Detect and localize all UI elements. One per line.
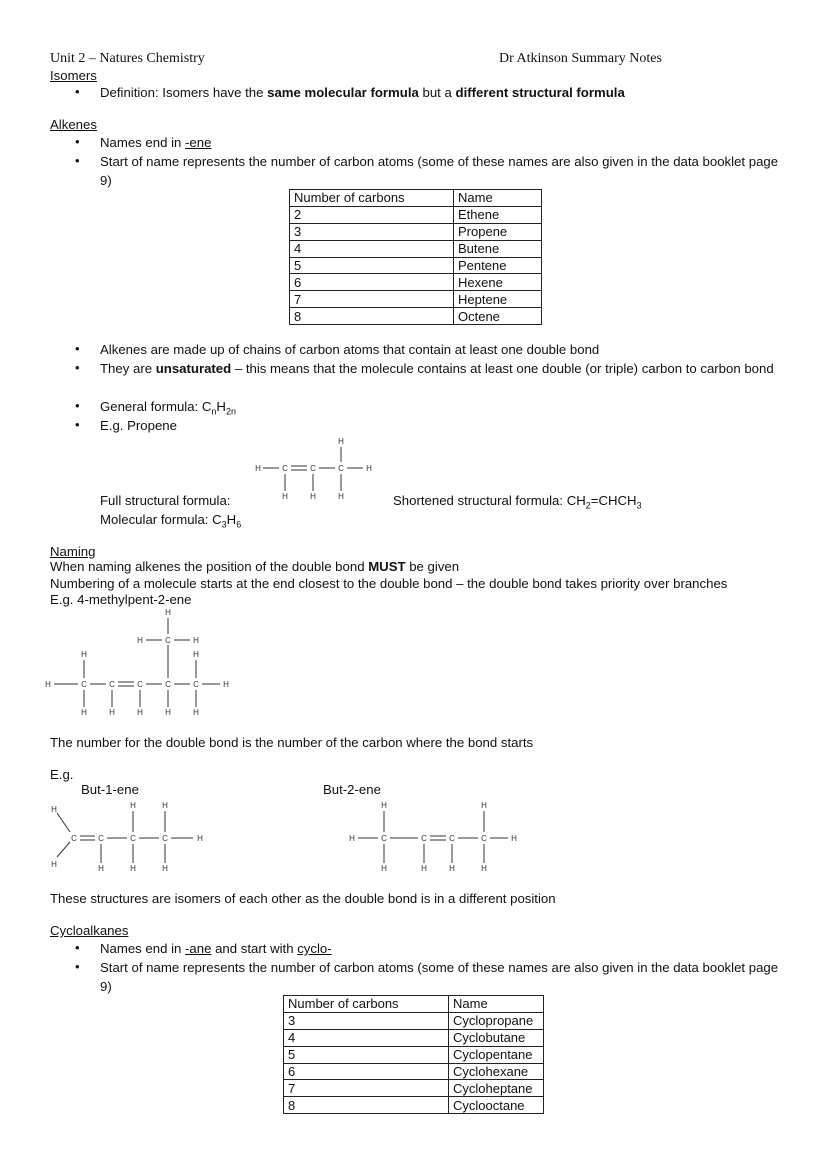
isomers-note: These structures are isomers of each other as the double bond is in a different position [50,891,556,906]
table-cell: Cyclobutane [449,1029,544,1046]
atom-label: H [255,464,261,473]
bullet: • [75,153,80,168]
atom-label: H [193,636,199,645]
subscript: 2 [585,500,591,511]
bullet: • [75,84,80,99]
underlined-suffix: -ane [185,941,212,956]
naming-line-3: E.g. 4-methylpent-2-ene [50,592,192,607]
bullet: • [75,341,80,356]
table-header-row [290,190,542,207]
atom-label: C [193,680,199,689]
cycloalkanes-heading: Cycloalkanes [50,923,129,938]
subscript: 3 [221,519,227,530]
atom-label: H [310,492,316,501]
table-header: Number of carbons [290,190,454,207]
atom-label: H [137,708,143,717]
atom-label: H [511,834,517,843]
table-cell: 3 [290,223,454,240]
atom-label: H [162,801,168,810]
bold-term: MUST [368,559,406,574]
table-header: Name [449,996,544,1013]
table-cell: Cyclohexane [449,1063,544,1080]
atom-label: C [282,464,288,473]
underlined-suffix: -ene [185,135,212,150]
table-row [284,1029,544,1046]
atom-label: H [193,708,199,717]
table-cell: Ethene [454,206,542,223]
table-cell: 6 [290,274,454,291]
atom-label: H [51,805,57,814]
table-cell: Pentene [454,257,542,274]
atom-label: C [130,834,136,843]
def-bold-1: same molecular formula [267,85,419,100]
table-row [284,1046,544,1063]
text: H [226,512,237,527]
table-row [290,223,542,240]
alkenes-bullet-2: Start of name represents the number of carbon atoms (some of these names are also given in the data booklet page 9) [100,154,779,188]
atom-label: C [109,680,115,689]
atom-label: H [381,864,387,873]
table-cell: 5 [284,1046,449,1063]
eg-label: E.g. [50,767,74,782]
subscript: 6 [236,519,242,530]
text: Molecular formula: C [100,512,222,527]
text: Names end in [100,941,186,956]
atom-label: H [137,636,143,645]
alkenes-bullet-3: Alkenes are made up of chains of carbon atoms that contain at least one double bond [100,342,600,357]
isomers-heading: Isomers [50,68,97,83]
molecular-formula [100,511,241,534]
naming-line-1 [50,558,459,575]
double-bond-rule: The number for the double bond is the number of the carbon where the bond starts [50,735,534,750]
atom-label: H [162,864,168,873]
atom-label: H [223,680,229,689]
table-cell: 2 [290,206,454,223]
atom-label: C [165,680,171,689]
atom-label: H [338,492,344,501]
atom-label: H [421,864,427,873]
atom-label: C [81,680,87,689]
table-cell: 5 [290,257,454,274]
but-1-ene-label: But-1-ene [81,782,139,797]
bullet: • [75,959,80,974]
table-row [284,1012,544,1029]
table-cell: 8 [290,308,454,325]
shortened-formula [393,492,642,515]
atom-label: C [310,464,316,473]
atom-label: C [137,680,143,689]
bullet: • [75,134,80,149]
atom-label: H [481,864,487,873]
cycloalkanes-bullet-1 [100,939,332,958]
table-cell: 4 [290,240,454,257]
table-row [290,240,542,257]
subscript: 3 [636,500,642,511]
table-row [290,206,542,223]
table-cell: Butene [454,240,542,257]
bullet: • [75,398,80,413]
but-2-ene-label: But-2-ene [323,782,381,797]
table-row [290,274,542,291]
cycloalkanes-table [283,995,544,1114]
text: They are [100,361,156,376]
table-row [284,1097,544,1114]
atom-label: C [98,834,104,843]
def-text: Definition: Isomers have the [100,85,268,100]
def-text: but a [418,85,456,100]
bullet: • [75,940,80,955]
table-cell: Hexene [454,274,542,291]
table-row [284,1063,544,1080]
atom-label: H [98,864,104,873]
text: be given [405,559,460,574]
atom-label: H [51,860,57,869]
table-cell: Cyclopropane [449,1012,544,1029]
atom-label: H [481,801,487,810]
subscript: n [211,406,217,417]
atom-label: H [165,708,171,717]
text: and start with [211,941,298,956]
atom-label: H [197,834,203,843]
text: Names end in [100,135,186,150]
table-cell: 6 [284,1063,449,1080]
table-cell: Cyclopentane [449,1046,544,1063]
alkenes-bullet-4 [100,359,790,378]
table-cell: 3 [284,1012,449,1029]
table-row [290,291,542,308]
text: General formula: C [100,399,212,414]
naming-heading: Naming [50,544,96,559]
table-cell: Cyclooctane [449,1097,544,1114]
table-cell: 7 [284,1080,449,1097]
text: – this means that the molecule contains at least one double (or triple) carbon to carbon bond [231,361,774,376]
table-cell: 4 [284,1029,449,1046]
atom-label: H [349,834,355,843]
but-2-ene-structure-diagram [340,797,530,875]
isomers-definition [100,83,625,102]
atom-label: C [165,636,171,645]
atom-label: H [366,464,372,473]
underlined-prefix: cyclo- [297,941,332,956]
atom-label: H [81,708,87,717]
table-header: Name [454,190,542,207]
table-row [290,308,542,325]
alkenes-heading: Alkenes [50,117,97,132]
atom-label: H [81,650,87,659]
atom-label: H [165,608,171,617]
table-row [284,1080,544,1097]
methylpentene-structure-diagram [40,607,240,719]
atom-label: C [481,834,487,843]
bullet: • [75,360,80,375]
header-left: Unit 2 – Natures Chemistry [50,51,205,66]
atom-label: C [381,834,387,843]
propene-example: E.g. Propene [100,418,177,433]
table-cell: Octene [454,308,542,325]
table-row [290,257,542,274]
table-header: Number of carbons [284,996,449,1013]
atom-label: H [130,864,136,873]
atom-label: C [162,834,168,843]
atom-label: C [71,834,77,843]
but-1-ene-structure-diagram [45,797,215,875]
atom-label: H [45,680,51,689]
table-cell: Cycloheptane [449,1080,544,1097]
bold-term: unsaturated [155,361,232,376]
atom-label: H [282,492,288,501]
atom-label: H [381,801,387,810]
table-cell: 7 [290,291,454,308]
atom-label: C [449,834,455,843]
atom-label: H [193,650,199,659]
cycloalkanes-bullet-2: Start of name represents the number of carbon atoms (some of these names are also given in the data booklet page 9) [100,960,779,994]
atom-label: H [130,801,136,810]
table-cell: 8 [284,1097,449,1114]
def-bold-2: different structural formula [455,85,625,100]
subscript: 2n [225,406,236,417]
atom-label: C [421,834,427,843]
alkenes-table [289,189,542,325]
text: =CHCH [590,493,637,508]
full-structural-label: Full structural formula: [100,493,231,508]
atom-label: C [338,464,344,473]
propene-structure-diagram [250,435,380,505]
header-right: Dr Atkinson Summary Notes [499,51,662,66]
atom-label: H [449,864,455,873]
text: Shortened structural formula: CH [393,493,586,508]
table-cell: Heptene [454,291,542,308]
alkenes-bullet-1 [100,133,211,152]
table-cell: Propene [454,223,542,240]
bullet: • [75,417,80,432]
text: When naming alkenes the position of the double bond [50,559,369,574]
atom-label: H [338,437,344,446]
text: H [216,399,226,414]
naming-line-2: Numbering of a molecule starts at the end closest to the double bond – the double bond takes priority over branches [50,576,728,591]
table-header-row [284,996,544,1013]
atom-label: H [109,708,115,717]
